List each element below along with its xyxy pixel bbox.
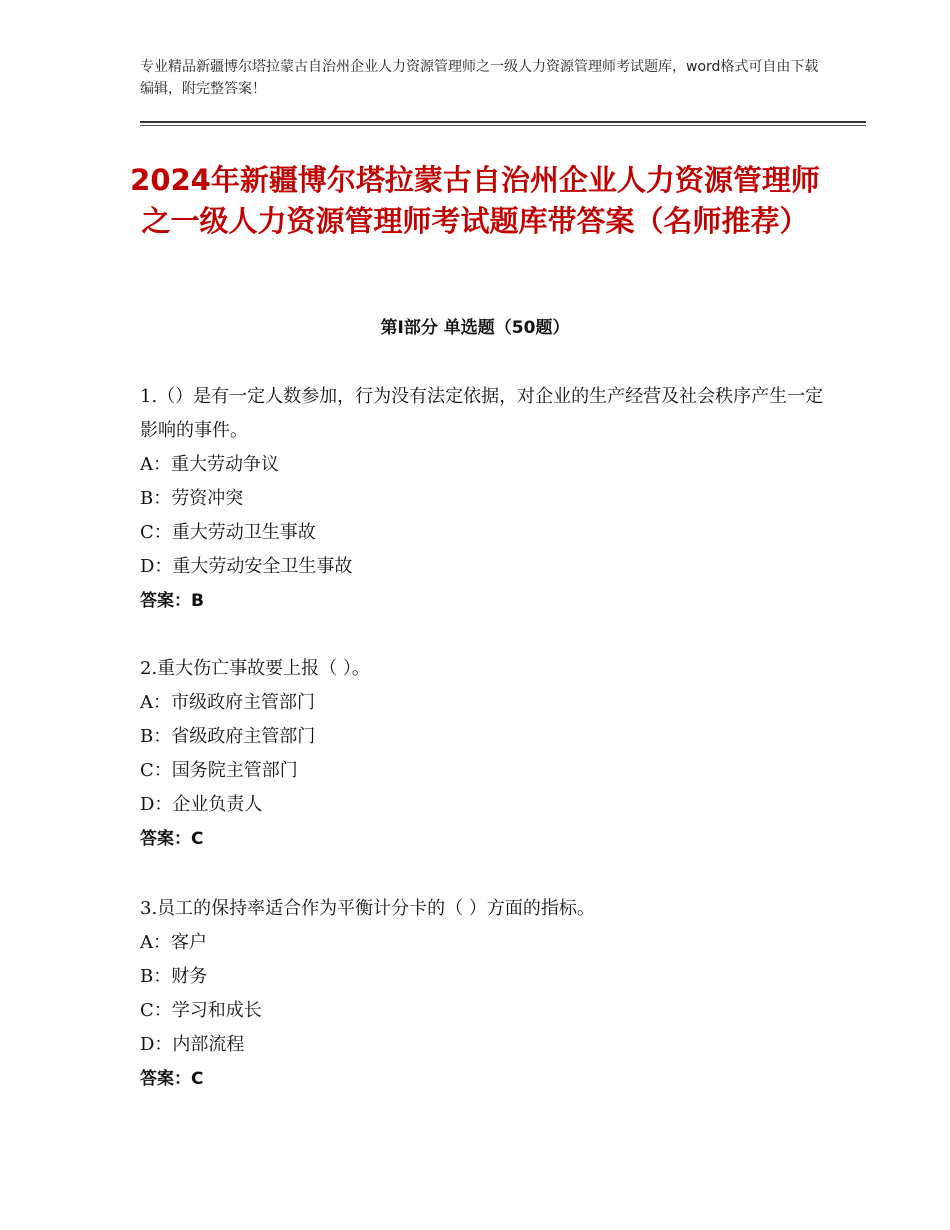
option-d: D：内部流程 — [140, 1034, 245, 1055]
answer: 答案：B — [140, 591, 204, 611]
answer: 答案：C — [140, 829, 204, 849]
option-c: C：国务院主管部门 — [140, 760, 298, 781]
answer: 答案：C — [140, 1069, 204, 1089]
question-stem: 2.重大伤亡事故要上报（ ）。 — [140, 658, 370, 679]
question-stem: 1.（）是有一定人数参加，行为没有法定依据，对企业的生产经营及社会秩序产生一定影响的事件。 — [140, 386, 824, 441]
header-rule-thick — [140, 121, 866, 123]
option-a: A：客户 — [140, 932, 207, 953]
option-d: D：企业负责人 — [140, 794, 263, 815]
option-a: A：重大劳动争议 — [140, 454, 279, 475]
question-3 — [140, 892, 840, 1096]
question-2 — [140, 652, 840, 856]
question-stem: 3.员工的保持率适合作为平衡计分卡的（ ）方面的指标。 — [140, 898, 595, 919]
option-b: B：财务 — [140, 966, 208, 987]
option-c: C：学习和成长 — [140, 1000, 262, 1021]
option-b: B：省级政府主管部门 — [140, 726, 316, 747]
header-note: 专业精品新疆博尔塔拉蒙古自治州企业人力资源管理师之一级人力资源管理师考试题库，word格式可自由下载编辑，附完整答案！ — [140, 59, 819, 97]
option-d: D：重大劳动安全卫生事故 — [140, 556, 353, 577]
document-title: 2024年新疆博尔塔拉蒙古自治州企业人力资源管理师之一级人力资源管理师考试题库带答案（名师推荐） — [130, 163, 820, 238]
section-title: 第Ⅰ部分 单选题（50题） — [380, 318, 570, 338]
option-b: B：劳资冲突 — [140, 488, 244, 509]
header-rule-thin — [140, 125, 866, 126]
question-1 — [140, 380, 840, 618]
option-a: A：市级政府主管部门 — [140, 692, 315, 713]
option-c: C：重大劳动卫生事故 — [140, 522, 316, 543]
